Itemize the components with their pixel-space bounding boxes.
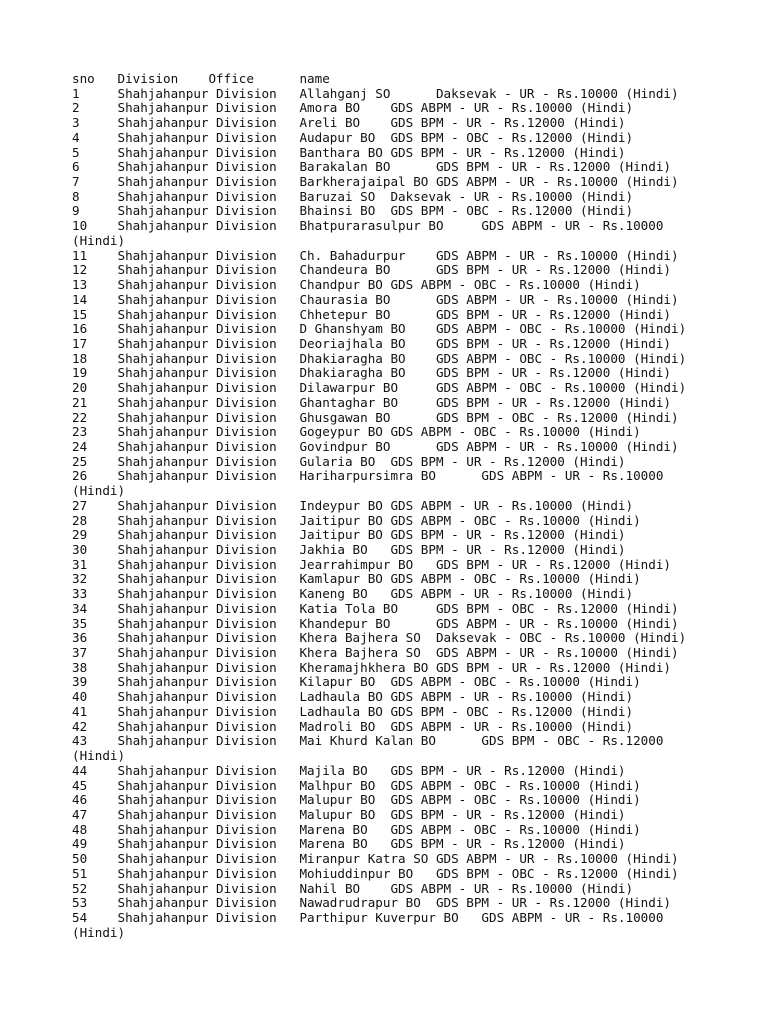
text-line: 29 Shahjahanpur Division Jaitipur BO GDS BPM - UR - Rs.12000 (Hindi) bbox=[72, 527, 626, 543]
text-line: 15 Shahjahanpur Division Chhetepur BO GDS BPM - UR - Rs.12000 (Hindi) bbox=[72, 306, 671, 322]
text-line: 53 Shahjahanpur Division Nawadrudrapur BO GDS BPM - UR - Rs.12000 (Hindi) bbox=[72, 895, 671, 911]
text-line: 35 Shahjahanpur Division Khandepur BO GDS ABPM - UR - Rs.10000 (Hindi) bbox=[72, 615, 679, 631]
text-line: 17 Shahjahanpur Division Deoriajhala BO GDS BPM - UR - Rs.12000 (Hindi) bbox=[72, 335, 671, 351]
text-line: 41 Shahjahanpur Division Ladhaula BO GDS BPM - OBC - Rs.12000 (Hindi) bbox=[72, 703, 634, 719]
text-line: 51 Shahjahanpur Division Mohiuddinpur BO GDS BPM - OBC - Rs.12000 (Hindi) bbox=[72, 865, 679, 881]
text-line: 13 Shahjahanpur Division Chandpur BO GDS ABPM - OBC - Rs.10000 (Hindi) bbox=[72, 277, 641, 293]
text-line: 25 Shahjahanpur Division Gularia BO GDS BPM - UR - Rs.12000 (Hindi) bbox=[72, 453, 626, 469]
text-line: 32 Shahjahanpur Division Kamlapur BO GDS ABPM - OBC - Rs.10000 (Hindi) bbox=[72, 571, 641, 587]
text-line: 11 Shahjahanpur Division Ch. Bahadurpur GDS ABPM - UR - Rs.10000 (Hindi) bbox=[72, 247, 679, 263]
text-line: 6 Shahjahanpur Division Barakalan BO GDS BPM - UR - Rs.12000 (Hindi) bbox=[72, 159, 671, 175]
text-line: 19 Shahjahanpur Division Dhakiaragha BO GDS BPM - UR - Rs.12000 (Hindi) bbox=[72, 365, 671, 381]
text-line: 2 Shahjahanpur Division Amora BO GDS ABPM - UR - Rs.10000 (Hindi) bbox=[72, 100, 634, 116]
text-line: 37 Shahjahanpur Division Khera Bajhera SO GDS ABPM - UR - Rs.10000 (Hindi) bbox=[72, 645, 679, 661]
text-line: 42 Shahjahanpur Division Madroli BO GDS ABPM - UR - Rs.10000 (Hindi) bbox=[72, 718, 634, 734]
text-line: 45 Shahjahanpur Division Malhpur BO GDS ABPM - OBC - Rs.10000 (Hindi) bbox=[72, 777, 641, 793]
text-line: 31 Shahjahanpur Division Jearrahimpur BO GDS BPM - UR - Rs.12000 (Hindi) bbox=[72, 556, 671, 572]
text-line: 26 Shahjahanpur Division Hariharpursimra BO GDS ABPM - UR - Rs.10000 bbox=[72, 468, 664, 484]
text-line: 5 Shahjahanpur Division Banthara BO GDS BPM - UR - Rs.12000 (Hindi) bbox=[72, 144, 626, 160]
text-line: 44 Shahjahanpur Division Majila BO GDS BPM - UR - Rs.12000 (Hindi) bbox=[72, 762, 626, 778]
text-line: 23 Shahjahanpur Division Gogeypur BO GDS ABPM - OBC - Rs.10000 (Hindi) bbox=[72, 424, 641, 440]
text-line: 3 Shahjahanpur Division Areli BO GDS BPM - UR - Rs.12000 (Hindi) bbox=[72, 115, 626, 131]
text-line: 20 Shahjahanpur Division Dilawarpur BO GDS ABPM - OBC - Rs.10000 (Hindi) bbox=[72, 380, 687, 396]
text-line: 39 Shahjahanpur Division Kilapur BO GDS ABPM - OBC - Rs.10000 (Hindi) bbox=[72, 674, 641, 690]
text-line: 21 Shahjahanpur Division Ghantaghar BO GDS BPM - UR - Rs.12000 (Hindi) bbox=[72, 394, 671, 410]
text-line: 34 Shahjahanpur Division Katia Tola BO GDS BPM - OBC - Rs.12000 (Hindi) bbox=[72, 600, 679, 616]
text-line: 12 Shahjahanpur Division Chandeura BO GDS BPM - UR - Rs.12000 (Hindi) bbox=[72, 262, 671, 278]
text-line: 43 Shahjahanpur Division Mai Khurd Kalan BO GDS BPM - OBC - Rs.12000 bbox=[72, 733, 664, 749]
text-line: 36 Shahjahanpur Division Khera Bajhera SO Daksevak - OBC - Rs.10000 (Hindi) bbox=[72, 630, 687, 646]
text-line: (Hindi) bbox=[72, 924, 126, 940]
text-line: (Hindi) bbox=[72, 483, 126, 499]
text-line: (Hindi) bbox=[72, 232, 126, 248]
text-line: 14 Shahjahanpur Division Chaurasia BO GDS ABPM - UR - Rs.10000 (Hindi) bbox=[72, 291, 679, 307]
text-line: 10 Shahjahanpur Division Bhatpurarasulpur BO GDS ABPM - UR - Rs.10000 bbox=[72, 218, 664, 234]
text-line: 8 Shahjahanpur Division Baruzai SO Daksevak - UR - Rs.10000 (Hindi) bbox=[72, 188, 634, 204]
text-line: 30 Shahjahanpur Division Jakhia BO GDS BPM - UR - Rs.12000 (Hindi) bbox=[72, 542, 626, 557]
text-line: 1 Shahjahanpur Division Allahganj SO Daksevak - UR - Rs.10000 (Hindi) bbox=[72, 85, 679, 101]
text-line: 52 Shahjahanpur Division Nahil BO GDS ABPM - UR - Rs.10000 (Hindi) bbox=[72, 880, 634, 896]
text-line: 28 Shahjahanpur Division Jaitipur BO GDS ABPM - OBC - Rs.10000 (Hindi) bbox=[72, 512, 641, 528]
text-line: 54 Shahjahanpur Division Parthipur Kuverpur BO GDS ABPM - UR - Rs.10000 bbox=[72, 909, 664, 925]
text-line: 48 Shahjahanpur Division Marena BO GDS ABPM - OBC - Rs.10000 (Hindi) bbox=[72, 821, 641, 837]
text-line: (Hindi) bbox=[72, 748, 126, 764]
header-line: sno Division Office name bbox=[72, 71, 330, 86]
text-line: 16 Shahjahanpur Division D Ghanshyam BO GDS ABPM - OBC - Rs.10000 (Hindi) bbox=[72, 321, 687, 337]
text-line: 50 Shahjahanpur Division Miranpur Katra SO GDS ABPM - UR - Rs.10000 (Hindi) bbox=[72, 851, 679, 867]
text-line: 49 Shahjahanpur Division Marena BO GDS BPM - UR - Rs.12000 (Hindi) bbox=[72, 836, 626, 852]
text-line: 47 Shahjahanpur Division Malupur BO GDS BPM - UR - Rs.12000 (Hindi) bbox=[72, 806, 626, 822]
text-line: 22 Shahjahanpur Division Ghusgawan BO GDS BPM - OBC - Rs.12000 (Hindi) bbox=[72, 409, 679, 425]
text-line: 9 Shahjahanpur Division Bhainsi BO GDS BPM - OBC - Rs.12000 (Hindi) bbox=[72, 203, 634, 219]
text-line: 27 Shahjahanpur Division Indeypur BO GDS ABPM - UR - Rs.10000 (Hindi) bbox=[72, 497, 634, 513]
text-line: 7 Shahjahanpur Division Barkherajaipal BO GDS ABPM - UR - Rs.10000 (Hindi) bbox=[72, 174, 679, 190]
text-line: 33 Shahjahanpur Division Kaneng BO GDS ABPM - UR - Rs.10000 (Hindi) bbox=[72, 586, 634, 602]
text-line: 46 Shahjahanpur Division Malupur BO GDS ABPM - OBC - Rs.10000 (Hindi) bbox=[72, 792, 641, 808]
text-line: 4 Shahjahanpur Division Audapur BO GDS BPM - OBC - Rs.12000 (Hindi) bbox=[72, 129, 634, 145]
text-line: 24 Shahjahanpur Division Govindpur BO GDS ABPM - UR - Rs.10000 (Hindi) bbox=[72, 438, 679, 454]
text-line: 38 Shahjahanpur Division Kheramajhkhera BO GDS BPM - UR - Rs.12000 (Hindi) bbox=[72, 659, 671, 675]
text-line: 40 Shahjahanpur Division Ladhaula BO GDS ABPM - UR - Rs.10000 (Hindi) bbox=[72, 689, 634, 705]
text-line: 18 Shahjahanpur Division Dhakiaragha BO GDS ABPM - OBC - Rs.10000 (Hindi) bbox=[72, 350, 687, 366]
document-text bbox=[72, 72, 732, 940]
